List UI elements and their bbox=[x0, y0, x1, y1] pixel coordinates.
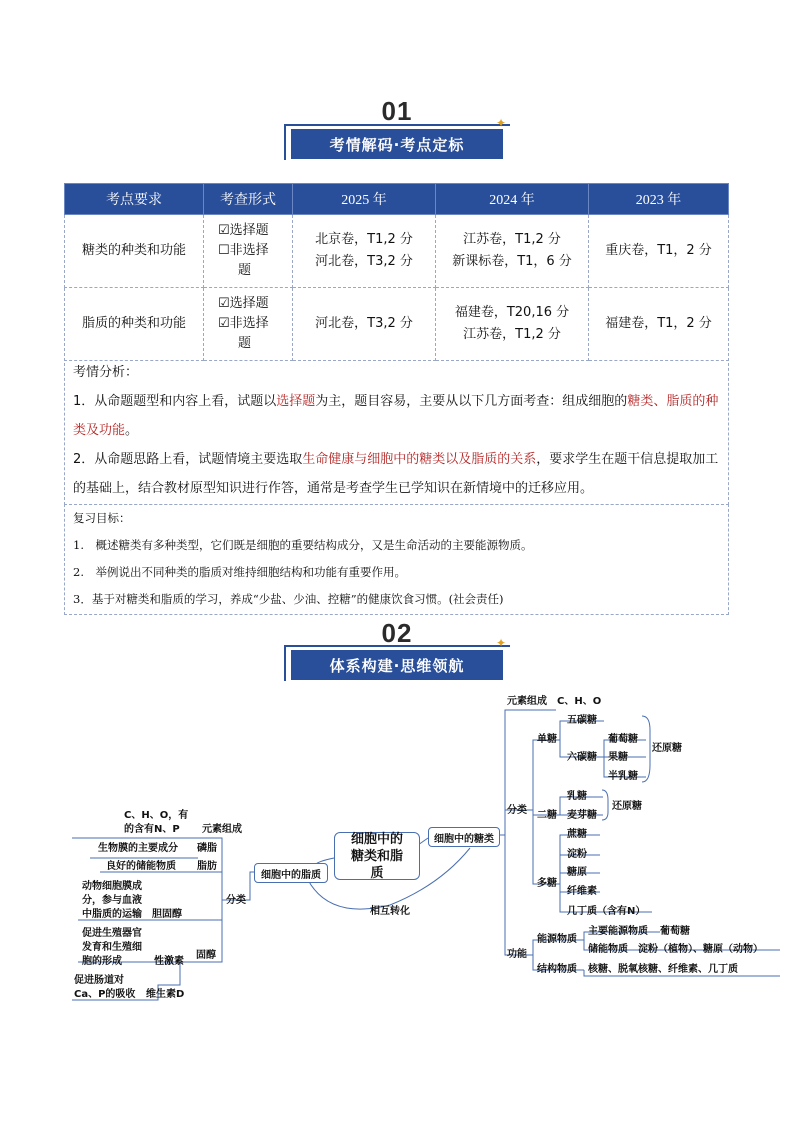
header-2023: 2023 年 bbox=[589, 184, 729, 215]
di-node: 二糖 bbox=[537, 810, 557, 821]
lactose-node: 乳糖 bbox=[567, 791, 587, 802]
form-option: ☑选择题 bbox=[218, 296, 269, 311]
section-number-2: 02 bbox=[381, 618, 413, 648]
reducing-sugar-1: 还原糖 bbox=[652, 743, 682, 754]
sugar-node: 细胞中的糖类 bbox=[428, 827, 500, 847]
sugar-class-label: 分类 bbox=[507, 805, 527, 816]
phospho-desc: 生物膜的主要成分 bbox=[98, 843, 178, 854]
form-option: ☑非选择 bbox=[218, 316, 269, 331]
energy-node: 能源物质 bbox=[537, 934, 577, 945]
year-cell: 重庆卷，T1，2 分 bbox=[589, 215, 729, 288]
section-title-1: 考情解码·考点定标 bbox=[291, 129, 503, 159]
lipid-elements-1: C、H、O，有 bbox=[124, 810, 189, 821]
point-cell: 脂质的种类和功能 bbox=[65, 288, 204, 361]
vitd-desc-1: 促进肠道对 bbox=[74, 975, 124, 986]
goals-title: 复习目标： bbox=[73, 511, 131, 525]
exam-entry: 福建卷，T20,16 分 bbox=[454, 305, 570, 320]
pentose-node: 五碳糖 bbox=[567, 715, 597, 726]
header-form: 考查形式 bbox=[204, 184, 293, 215]
starch-node: 淀粉 bbox=[567, 849, 587, 860]
structure-node: 结构物质 bbox=[537, 964, 577, 975]
form-option: 题 bbox=[238, 336, 252, 351]
goal-item: 3．基于对糖类和脂质的学习，养成“少盐、少油、控糖”的健康饮食习惯。(社会责任) bbox=[73, 592, 504, 606]
header-point: 考点要求 bbox=[65, 184, 204, 215]
sex-node: 性激素 bbox=[154, 956, 184, 967]
function-label: 功能 bbox=[507, 949, 527, 960]
header-2024: 2024 年 bbox=[436, 184, 589, 215]
text-span: 1．从命题题型和内容上看，试题以 bbox=[73, 394, 277, 409]
vitd-node: 维生素D bbox=[146, 989, 185, 1000]
sugar-elements: C、H、O bbox=[557, 696, 602, 707]
reducing-sugar-2: 还原糖 bbox=[612, 801, 642, 812]
year-cell: 河北卷，T3,2 分 bbox=[293, 288, 436, 361]
point-cell: 糖类的种类和功能 bbox=[65, 215, 204, 288]
cellulose-node: 纤维素 bbox=[567, 886, 597, 897]
mindmap-center bbox=[334, 832, 420, 880]
sparkle-icon: ✦ bbox=[496, 116, 507, 130]
form-option: ☑选择题 bbox=[218, 223, 269, 238]
exam-entry: 江苏卷，T1,2 分 bbox=[463, 232, 561, 247]
section-number-1: 01 bbox=[381, 96, 413, 126]
mono-node: 单糖 bbox=[537, 734, 557, 745]
fat-desc: 良好的储能物质 bbox=[106, 861, 176, 872]
sex-desc-2: 发育和生殖细 bbox=[82, 942, 142, 953]
maltose-node: 麦芽糖 bbox=[567, 810, 597, 821]
analysis-title: 考情分析： bbox=[73, 365, 139, 380]
goal-item: 1. 概述糖类有多种类型，它们既是细胞的重要结构成分，又是生命活动的主要能源物质。 bbox=[73, 538, 533, 552]
chitin-node: 几丁质（含有N） bbox=[567, 906, 646, 917]
lipid-class-label: 分类 bbox=[226, 895, 246, 906]
lipid-elements-label: 元素组成 bbox=[202, 824, 242, 835]
sucrose-node: 蔗糖 bbox=[567, 829, 587, 840]
text-span: 2．从命题思路上看，试题情境主要选取 bbox=[73, 452, 303, 467]
chol-desc-2: 分，参与血液 bbox=[82, 895, 142, 906]
lipid-elements-2: 的含有N、P bbox=[124, 824, 180, 835]
main-energy-value: 葡萄糖 bbox=[660, 926, 690, 937]
lipid-node: 细胞中的脂质 bbox=[254, 863, 328, 883]
text-span: 为主，题目容易，主要从以下几方面考查：组成细胞的 bbox=[315, 394, 628, 409]
convert-label: 相互转化 bbox=[370, 906, 410, 917]
header-2025: 2025 年 bbox=[293, 184, 436, 215]
fat-node: 脂肪 bbox=[197, 861, 217, 872]
galactose-node: 半乳糖 bbox=[608, 771, 638, 782]
sex-desc-1: 促进生殖器官 bbox=[82, 928, 142, 939]
highlight-text: 糖类、脂质的种类及功能 bbox=[73, 394, 719, 438]
form-option: 题 bbox=[238, 263, 252, 278]
chol-node: 胆固醇 bbox=[152, 909, 182, 920]
sex-desc-3: 胞的形成 bbox=[82, 956, 122, 967]
exam-entry: 河北卷，T3,2 分 bbox=[315, 254, 413, 269]
poly-node: 多糖 bbox=[537, 878, 557, 889]
goal-item: 2. 举例说出不同种类的脂质对维持细胞结构和功能有重要作用。 bbox=[73, 565, 406, 579]
year-cell: 福建卷，T1，2 分 bbox=[589, 288, 729, 361]
structure-value: 核糖、脱氧核糖、纤维素、几丁质 bbox=[588, 964, 738, 975]
center-label: 细胞中的糖类和脂质 bbox=[350, 831, 403, 881]
storage-value: 淀粉（植物）、糖原（动物） bbox=[638, 944, 763, 955]
highlight-text: 选择题 bbox=[276, 394, 316, 409]
storage-node: 储能物质 bbox=[588, 944, 628, 955]
exam-entry: 新课标卷，T1，6 分 bbox=[452, 254, 572, 269]
main-energy-node: 主要能源物质 bbox=[588, 926, 648, 937]
vitd-desc-2: Ca、P的吸收 bbox=[74, 989, 136, 1000]
fructose-node: 果糖 bbox=[608, 752, 628, 763]
sparkle-icon: ✦ bbox=[496, 636, 507, 650]
exam-entry: 江苏卷，T1,2 分 bbox=[463, 327, 561, 342]
sterol-node: 固醇 bbox=[196, 950, 216, 961]
text-span: ，要求学生在题干信息提取加工的基础上，结合教材原型知识进行作答，通常是考查学生已学知识在新情境中的迁移应用。 bbox=[73, 452, 719, 496]
glucose-node: 葡萄糖 bbox=[608, 734, 638, 745]
text-span: 。 bbox=[125, 423, 139, 438]
highlight-text: 生命健康与细胞中的糖类以及脂质的关系 bbox=[302, 452, 537, 467]
sugar-elements-label: 元素组成 bbox=[507, 696, 547, 707]
exam-entry: 北京卷，T1,2 分 bbox=[315, 232, 413, 247]
form-option: ☐非选择 bbox=[218, 243, 269, 258]
glycogen-node: 糖原 bbox=[567, 867, 587, 878]
section-title-2: 体系构建·思维领航 bbox=[291, 650, 503, 680]
hexose-node: 六碳糖 bbox=[567, 752, 597, 763]
phospho-node: 磷脂 bbox=[197, 843, 217, 854]
chol-desc-1: 动物细胞膜成 bbox=[82, 881, 142, 892]
chol-desc-3: 中脂质的运输 bbox=[82, 909, 142, 920]
